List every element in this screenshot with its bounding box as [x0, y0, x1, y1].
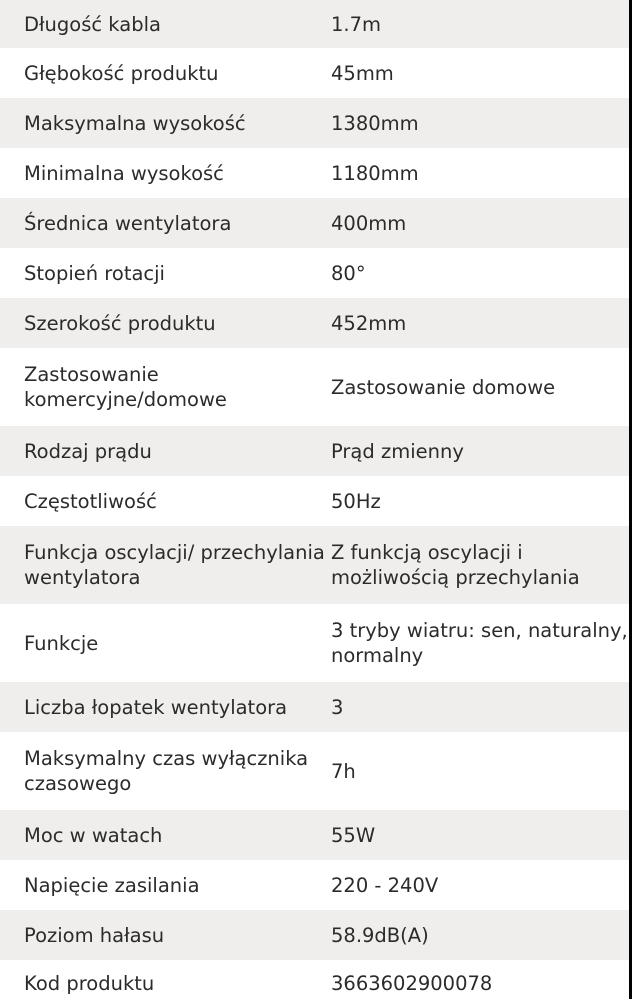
spec-label: Moc w watach — [24, 823, 163, 847]
spec-row — [0, 960, 629, 1006]
spec-row — [0, 732, 629, 810]
spec-row — [0, 98, 629, 148]
spec-label: Maksymalny czas wyłącznika czasowego — [24, 747, 309, 795]
spec-label: Kod produktu — [24, 971, 155, 995]
spec-value: 3 tryby wiatru: sen, naturalny, normalny — [331, 619, 628, 667]
spec-value: 3 — [331, 695, 344, 719]
spec-label: Rodzaj prądu — [24, 439, 152, 463]
spec-value: 7h — [331, 759, 356, 783]
spec-label: Liczba łopatek wentylatora — [24, 695, 288, 719]
spec-row — [0, 0, 629, 48]
spec-row — [0, 248, 629, 298]
spec-row — [0, 910, 629, 960]
spec-row — [0, 426, 629, 476]
spec-value: 220 - 240V — [331, 873, 439, 897]
spec-label: Funkcje — [24, 631, 99, 655]
spec-row — [0, 348, 629, 426]
spec-label: Minimalna wysokość — [24, 161, 224, 185]
spec-value: 45mm — [331, 61, 394, 85]
spec-row — [0, 810, 629, 860]
spec-row — [0, 476, 629, 526]
spec-row — [0, 148, 629, 198]
spec-label: Częstotliwość — [24, 489, 157, 513]
spec-value: 50Hz — [331, 489, 381, 513]
spec-value: 80° — [331, 261, 366, 285]
spec-label: Stopień rotacji — [24, 261, 165, 285]
spec-value: 452mm — [331, 311, 407, 335]
spec-value: Z funkcją oscylacji i możliwością przechylania — [331, 541, 580, 589]
spec-label: Zastosowanie komercyjne/domowe — [24, 363, 227, 411]
spec-row — [0, 48, 629, 98]
spec-row — [0, 860, 629, 910]
spec-value: 1380mm — [331, 111, 419, 135]
spec-value: 1.7m — [331, 12, 382, 36]
spec-value: 58.9dB(A) — [331, 923, 429, 947]
spec-label: Funkcja oscylacji/ przechylania wentylatora — [24, 541, 325, 589]
spec-row — [0, 526, 629, 604]
spec-label: Długość kabla — [24, 12, 161, 36]
spec-value: 3663602900078 — [331, 971, 493, 995]
spec-row — [0, 198, 629, 248]
spec-value: Prąd zmienny — [331, 439, 464, 463]
spec-label: Szerokość produktu — [24, 311, 216, 335]
spec-value: 400mm — [331, 211, 407, 235]
spec-row — [0, 682, 629, 732]
spec-value: 55W — [331, 823, 376, 847]
spec-label: Maksymalna wysokość — [24, 111, 246, 135]
spec-label: Głębokość produktu — [24, 61, 219, 85]
spec-label: Napięcie zasilania — [24, 873, 200, 897]
spec-value: 1180mm — [331, 161, 419, 185]
spec-label: Średnica wentylatora — [24, 211, 232, 235]
spec-row — [0, 298, 629, 348]
spec-value: Zastosowanie domowe — [331, 375, 556, 399]
spec-row — [0, 604, 629, 682]
spec-label: Poziom hałasu — [24, 923, 165, 947]
